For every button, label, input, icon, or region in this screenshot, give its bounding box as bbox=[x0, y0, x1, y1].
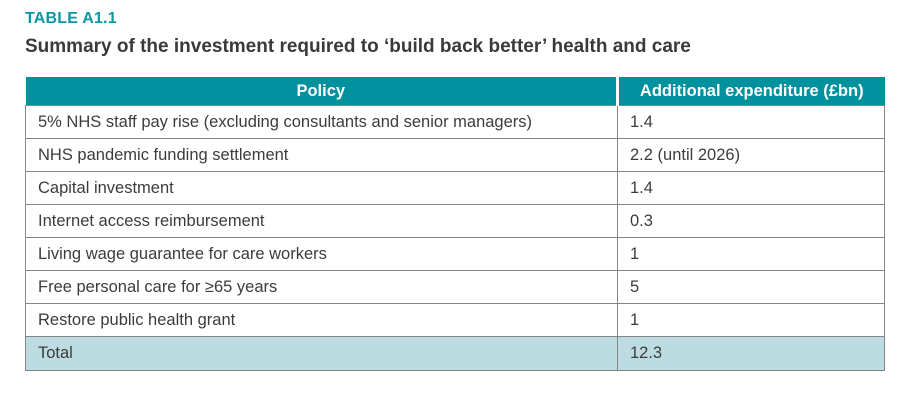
value-cell: 1 bbox=[618, 304, 885, 337]
value-cell: 1.4 bbox=[618, 106, 885, 139]
policy-cell: Free personal care for ≥65 years bbox=[26, 271, 618, 304]
column-header-expenditure: Additional expenditure (£bn) bbox=[618, 77, 885, 106]
table-title: Summary of the investment required to ‘build back better’ health and care bbox=[25, 36, 691, 57]
policy-cell: 5% NHS staff pay rise (excluding consultants and senior managers) bbox=[26, 106, 618, 139]
policy-cell: Living wage guarantee for care workers bbox=[26, 238, 618, 271]
value-cell: 2.2 (until 2026) bbox=[618, 139, 885, 172]
table-row bbox=[26, 205, 885, 238]
policy-cell: Capital investment bbox=[26, 172, 618, 205]
value-cell: 0.3 bbox=[618, 205, 885, 238]
table-row bbox=[26, 304, 885, 337]
table-row bbox=[26, 106, 885, 139]
table-row bbox=[26, 271, 885, 304]
total-value-cell: 12.3 bbox=[618, 337, 885, 371]
policy-cell: Restore public health grant bbox=[26, 304, 618, 337]
column-header-policy: Policy bbox=[26, 77, 618, 106]
table-row bbox=[26, 139, 885, 172]
table-label: TABLE A1.1 bbox=[25, 10, 117, 27]
value-cell: 1 bbox=[618, 238, 885, 271]
table-row bbox=[26, 238, 885, 271]
value-cell: 1.4 bbox=[618, 172, 885, 205]
policy-cell: NHS pandemic funding settlement bbox=[26, 139, 618, 172]
table-row bbox=[26, 172, 885, 205]
policy-cell: Internet access reimbursement bbox=[26, 205, 618, 238]
total-row bbox=[26, 337, 885, 371]
value-cell: 5 bbox=[618, 271, 885, 304]
header-row bbox=[26, 77, 885, 106]
investment-table bbox=[25, 77, 885, 371]
total-label-cell: Total bbox=[26, 337, 618, 371]
